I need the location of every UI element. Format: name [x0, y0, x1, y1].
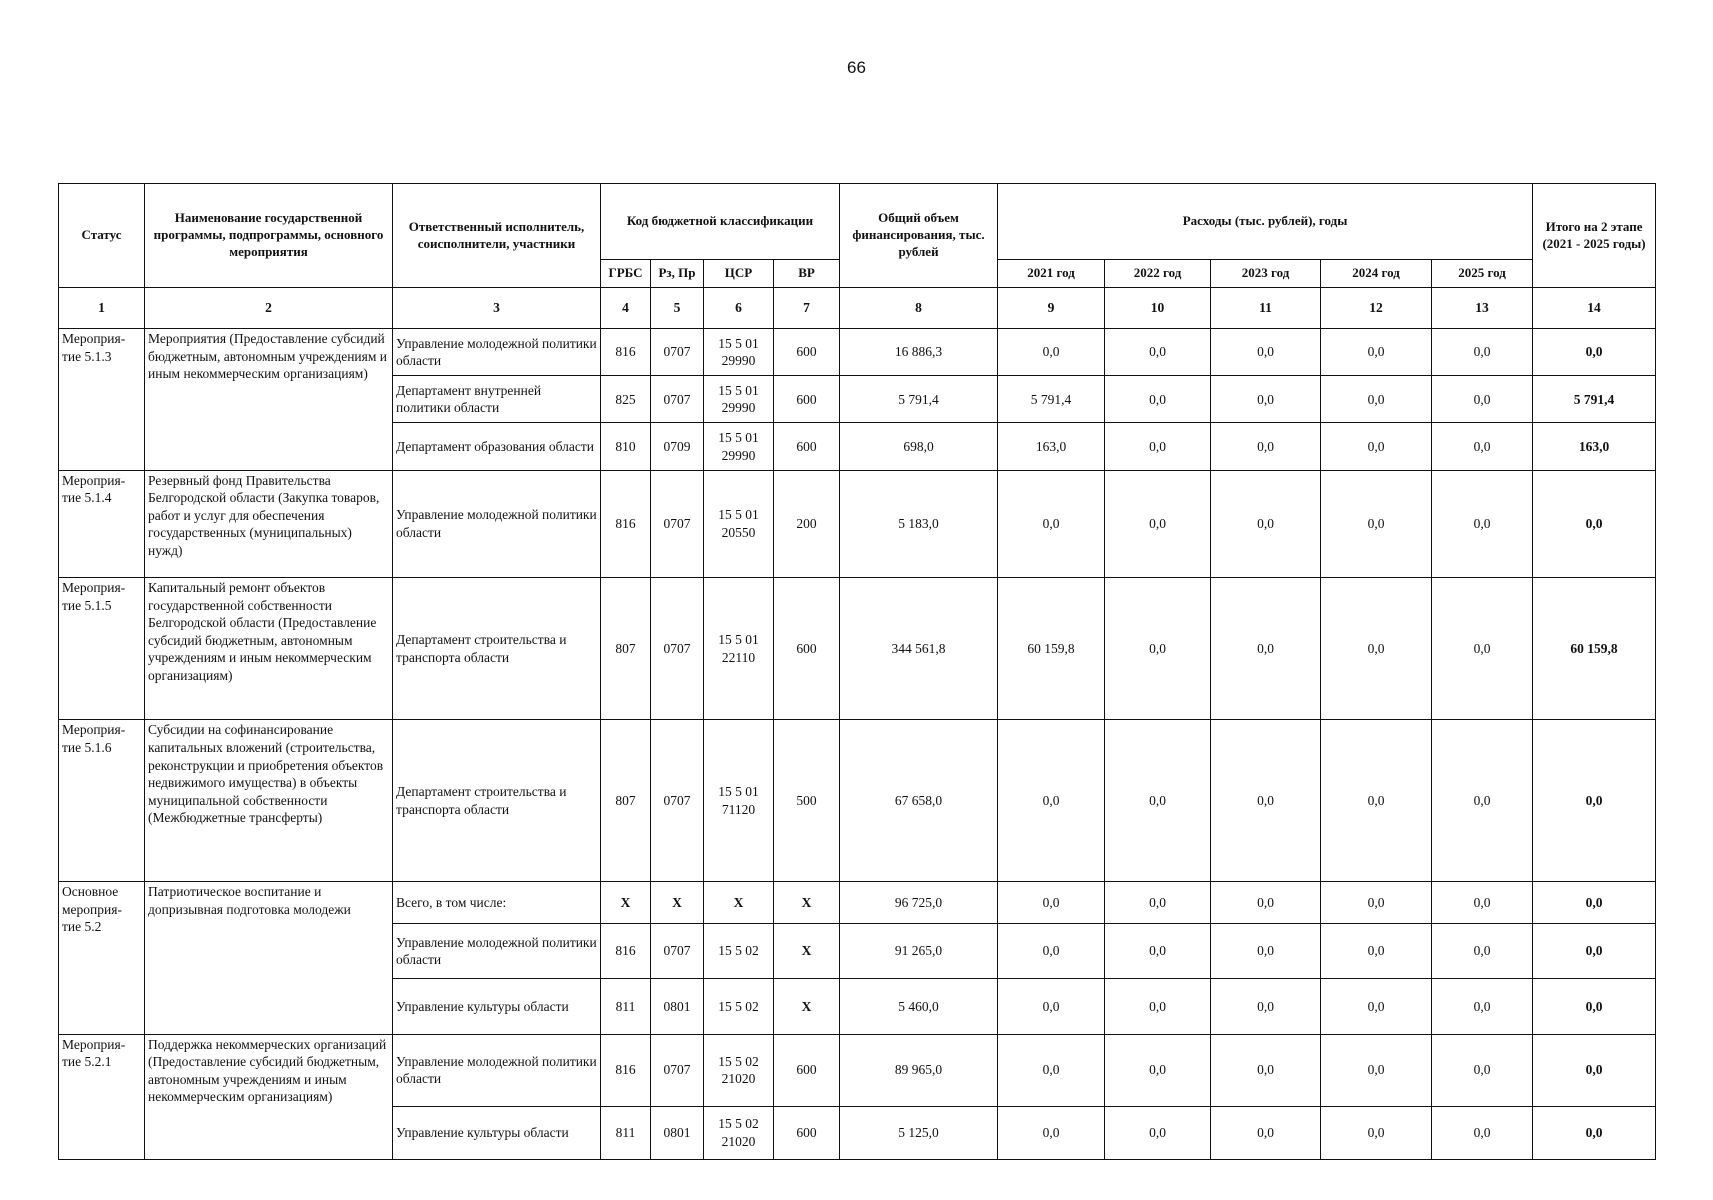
header-budget-code: Код бюджетной классификации — [601, 184, 840, 260]
csr-cell: 15 5 01 71120 — [704, 720, 774, 882]
stage-total-cell: 5 791,4 — [1533, 376, 1656, 423]
vr-cell: Х — [774, 924, 840, 979]
vr-cell: 600 — [774, 577, 840, 719]
column-number: 14 — [1533, 288, 1656, 329]
y2024-cell: 0,0 — [1321, 470, 1432, 577]
table-row — [59, 1034, 1656, 1106]
executor-cell: Управление молодежной политики области — [393, 470, 601, 577]
y2025-cell: 0,0 — [1432, 720, 1533, 882]
total-cell: 5 125,0 — [840, 1106, 998, 1159]
table-row — [59, 577, 1656, 719]
y2021-cell: 0,0 — [998, 979, 1105, 1034]
status-cell: Основное мероприя-тие 5.2 — [59, 882, 145, 1035]
header-total-funding: Общий объем финансирования, тыс. рублей — [840, 184, 998, 288]
header-csr: ЦСР — [704, 260, 774, 288]
vr-cell: Х — [774, 979, 840, 1034]
grbs-cell: 810 — [601, 423, 651, 470]
y2021-cell: 0,0 — [998, 720, 1105, 882]
total-cell: 5 460,0 — [840, 979, 998, 1034]
rzpr-cell: 0707 — [651, 470, 704, 577]
csr-cell: 15 5 02 — [704, 924, 774, 979]
stage-total-cell: 0,0 — [1533, 329, 1656, 376]
y2025-cell: 0,0 — [1432, 979, 1533, 1034]
total-cell: 16 886,3 — [840, 329, 998, 376]
vr-cell: 200 — [774, 470, 840, 577]
table-row — [59, 720, 1656, 882]
y2023-cell: 0,0 — [1211, 979, 1321, 1034]
stage-total-cell: 60 159,8 — [1533, 577, 1656, 719]
column-number: 3 — [393, 288, 601, 329]
page-number: 66 — [847, 58, 866, 77]
name-cell: Резервный фонд Правительства Белгородской области (Закупка товаров, работ и услуг для обеспечения государственных (муниципальных) нужд) — [145, 470, 393, 577]
column-number: 9 — [998, 288, 1105, 329]
name-cell: Патриотическое воспитание и допризывная подготовка молодежи — [145, 882, 393, 1035]
stage-total-cell: 0,0 — [1533, 720, 1656, 882]
total-cell: 5 791,4 — [840, 376, 998, 423]
header-stage-total: Итого на 2 этапе (2021 - 2025 годы) — [1533, 184, 1656, 288]
y2021-cell: 163,0 — [998, 423, 1105, 470]
y2024-cell: 0,0 — [1321, 924, 1432, 979]
grbs-cell: 816 — [601, 329, 651, 376]
csr-cell: 15 5 02 21020 — [704, 1034, 774, 1106]
header-y2021: 2021 год — [998, 260, 1105, 288]
rzpr-cell: 0707 — [651, 577, 704, 719]
rzpr-cell: 0801 — [651, 1106, 704, 1159]
total-cell: 344 561,8 — [840, 577, 998, 719]
header-y2024: 2024 год — [1321, 260, 1432, 288]
y2025-cell: 0,0 — [1432, 1106, 1533, 1159]
stage-total-cell: 0,0 — [1533, 470, 1656, 577]
y2021-cell: 0,0 — [998, 1034, 1105, 1106]
y2023-cell: 0,0 — [1211, 882, 1321, 924]
y2025-cell: 0,0 — [1432, 882, 1533, 924]
y2021-cell: 0,0 — [998, 882, 1105, 924]
status-cell: Мероприя-тие 5.1.3 — [59, 329, 145, 470]
y2023-cell: 0,0 — [1211, 720, 1321, 882]
y2022-cell: 0,0 — [1105, 376, 1211, 423]
y2024-cell: 0,0 — [1321, 423, 1432, 470]
grbs-cell: 816 — [601, 470, 651, 577]
executor-cell: Управление культуры области — [393, 979, 601, 1034]
y2022-cell: 0,0 — [1105, 329, 1211, 376]
total-cell: 67 658,0 — [840, 720, 998, 882]
status-cell: Мероприя-тие 5.1.5 — [59, 577, 145, 719]
y2022-cell: 0,0 — [1105, 577, 1211, 719]
status-cell: Мероприя-тие 5.1.6 — [59, 720, 145, 882]
vr-cell: 600 — [774, 423, 840, 470]
rzpr-cell: 0707 — [651, 1034, 704, 1106]
grbs-cell: 816 — [601, 924, 651, 979]
csr-cell: 15 5 02 21020 — [704, 1106, 774, 1159]
y2024-cell: 0,0 — [1321, 376, 1432, 423]
y2023-cell: 0,0 — [1211, 924, 1321, 979]
y2022-cell: 0,0 — [1105, 924, 1211, 979]
header-y2025: 2025 год — [1432, 260, 1533, 288]
y2022-cell: 0,0 — [1105, 979, 1211, 1034]
total-cell: 5 183,0 — [840, 470, 998, 577]
y2025-cell: 0,0 — [1432, 577, 1533, 719]
total-cell: 91 265,0 — [840, 924, 998, 979]
y2025-cell: 0,0 — [1432, 376, 1533, 423]
column-number: 5 — [651, 288, 704, 329]
y2022-cell: 0,0 — [1105, 882, 1211, 924]
column-number: 6 — [704, 288, 774, 329]
header-y2022: 2022 год — [1105, 260, 1211, 288]
grbs-cell: 807 — [601, 720, 651, 882]
y2021-cell: 0,0 — [998, 1106, 1105, 1159]
column-number: 12 — [1321, 288, 1432, 329]
y2024-cell: 0,0 — [1321, 577, 1432, 719]
status-cell: Мероприя-тие 5.1.4 — [59, 470, 145, 577]
status-cell: Мероприя-тие 5.2.1 — [59, 1034, 145, 1159]
stage-total-cell: 0,0 — [1533, 979, 1656, 1034]
total-cell: 698,0 — [840, 423, 998, 470]
vr-cell: 600 — [774, 376, 840, 423]
y2021-cell: 0,0 — [998, 924, 1105, 979]
rzpr-cell: 0801 — [651, 979, 704, 1034]
rzpr-cell: 0709 — [651, 423, 704, 470]
table-row — [59, 470, 1656, 577]
stage-total-cell: 0,0 — [1533, 1034, 1656, 1106]
csr-cell: 15 5 01 20550 — [704, 470, 774, 577]
y2025-cell: 0,0 — [1432, 924, 1533, 979]
column-number: 2 — [145, 288, 393, 329]
rzpr-cell: Х — [651, 882, 704, 924]
rzpr-cell: 0707 — [651, 720, 704, 882]
executor-cell: Департамент образования области — [393, 423, 601, 470]
y2021-cell: 5 791,4 — [998, 376, 1105, 423]
y2024-cell: 0,0 — [1321, 1034, 1432, 1106]
y2024-cell: 0,0 — [1321, 329, 1432, 376]
stage-total-cell: 0,0 — [1533, 882, 1656, 924]
y2022-cell: 0,0 — [1105, 1034, 1211, 1106]
y2025-cell: 0,0 — [1432, 1034, 1533, 1106]
header-name: Наименование государственной программы, подпрограммы, основного мероприятия — [145, 184, 393, 288]
csr-cell: 15 5 01 22110 — [704, 577, 774, 719]
rzpr-cell: 0707 — [651, 924, 704, 979]
grbs-cell: 811 — [601, 1106, 651, 1159]
csr-cell: 15 5 01 29990 — [704, 376, 774, 423]
y2021-cell: 60 159,8 — [998, 577, 1105, 719]
y2024-cell: 0,0 — [1321, 979, 1432, 1034]
header-rzpr: Рз, Пр — [651, 260, 704, 288]
y2023-cell: 0,0 — [1211, 577, 1321, 719]
executor-cell: Департамент внутренней политики области — [393, 376, 601, 423]
table-row — [59, 329, 1656, 376]
rzpr-cell: 0707 — [651, 329, 704, 376]
y2023-cell: 0,0 — [1211, 423, 1321, 470]
y2022-cell: 0,0 — [1105, 1106, 1211, 1159]
rzpr-cell: 0707 — [651, 376, 704, 423]
y2023-cell: 0,0 — [1211, 376, 1321, 423]
vr-cell: 600 — [774, 1034, 840, 1106]
y2021-cell: 0,0 — [998, 329, 1105, 376]
vr-cell: Х — [774, 882, 840, 924]
executor-cell: Департамент строительства и транспорта области — [393, 720, 601, 882]
grbs-cell: 807 — [601, 577, 651, 719]
name-cell: Мероприятия (Предоставление субсидий бюджетным, автономным учреждениям и иным некоммерческим организациям) — [145, 329, 393, 470]
y2025-cell: 0,0 — [1432, 470, 1533, 577]
executor-cell: Всего, в том числе: — [393, 882, 601, 924]
y2024-cell: 0,0 — [1321, 1106, 1432, 1159]
y2024-cell: 0,0 — [1321, 720, 1432, 882]
vr-cell: 600 — [774, 1106, 840, 1159]
table-row — [59, 882, 1656, 924]
grbs-cell: Х — [601, 882, 651, 924]
header-status: Статус — [59, 184, 145, 288]
grbs-cell: 816 — [601, 1034, 651, 1106]
column-number: 1 — [59, 288, 145, 329]
executor-cell: Департамент строительства и транспорта области — [393, 577, 601, 719]
stage-total-cell: 0,0 — [1533, 1106, 1656, 1159]
name-cell: Субсидии на софинансирование капитальных вложений (строительства, реконструкции и приобретения объектов недвижимого имущества) в объекты муниципальной собственности (Межбюджетные трансферты) — [145, 720, 393, 882]
y2024-cell: 0,0 — [1321, 882, 1432, 924]
y2023-cell: 0,0 — [1211, 329, 1321, 376]
y2021-cell: 0,0 — [998, 470, 1105, 577]
stage-total-cell: 0,0 — [1533, 924, 1656, 979]
name-cell: Капитальный ремонт объектов государственной собственности Белгородской области (Предоставление субсидий бюджетным, автономным учреждениям и иным некоммерческим организациям) — [145, 577, 393, 719]
budget-table — [58, 183, 1656, 1160]
y2025-cell: 0,0 — [1432, 329, 1533, 376]
executor-cell: Управление культуры области — [393, 1106, 601, 1159]
grbs-cell: 825 — [601, 376, 651, 423]
header-expenses: Расходы (тыс. рублей), годы — [998, 184, 1533, 260]
total-cell: 96 725,0 — [840, 882, 998, 924]
y2023-cell: 0,0 — [1211, 1034, 1321, 1106]
y2022-cell: 0,0 — [1105, 720, 1211, 882]
y2022-cell: 0,0 — [1105, 423, 1211, 470]
vr-cell: 500 — [774, 720, 840, 882]
column-number: 8 — [840, 288, 998, 329]
y2023-cell: 0,0 — [1211, 470, 1321, 577]
y2023-cell: 0,0 — [1211, 1106, 1321, 1159]
csr-cell: 15 5 01 29990 — [704, 329, 774, 376]
grbs-cell: 811 — [601, 979, 651, 1034]
csr-cell: 15 5 02 — [704, 979, 774, 1034]
csr-cell: 15 5 01 29990 — [704, 423, 774, 470]
name-cell: Поддержка некоммерческих организаций (Предоставление субсидий бюджетным, автономным учреждениям и иным некоммерческим организациям) — [145, 1034, 393, 1159]
column-number: 13 — [1432, 288, 1533, 329]
csr-cell: Х — [704, 882, 774, 924]
y2022-cell: 0,0 — [1105, 470, 1211, 577]
stage-total-cell: 163,0 — [1533, 423, 1656, 470]
column-number: 4 — [601, 288, 651, 329]
column-number: 10 — [1105, 288, 1211, 329]
header-vr: ВР — [774, 260, 840, 288]
header-y2023: 2023 год — [1211, 260, 1321, 288]
header-grbs: ГРБС — [601, 260, 651, 288]
executor-cell: Управление молодежной политики области — [393, 1034, 601, 1106]
y2025-cell: 0,0 — [1432, 423, 1533, 470]
column-number-row — [59, 288, 1656, 329]
column-number: 11 — [1211, 288, 1321, 329]
executor-cell: Управление молодежной политики области — [393, 924, 601, 979]
total-cell: 89 965,0 — [840, 1034, 998, 1106]
executor-cell: Управление молодежной политики области — [393, 329, 601, 376]
vr-cell: 600 — [774, 329, 840, 376]
column-number: 7 — [774, 288, 840, 329]
header-executor: Ответственный исполнитель, соисполнители, участники — [393, 184, 601, 288]
